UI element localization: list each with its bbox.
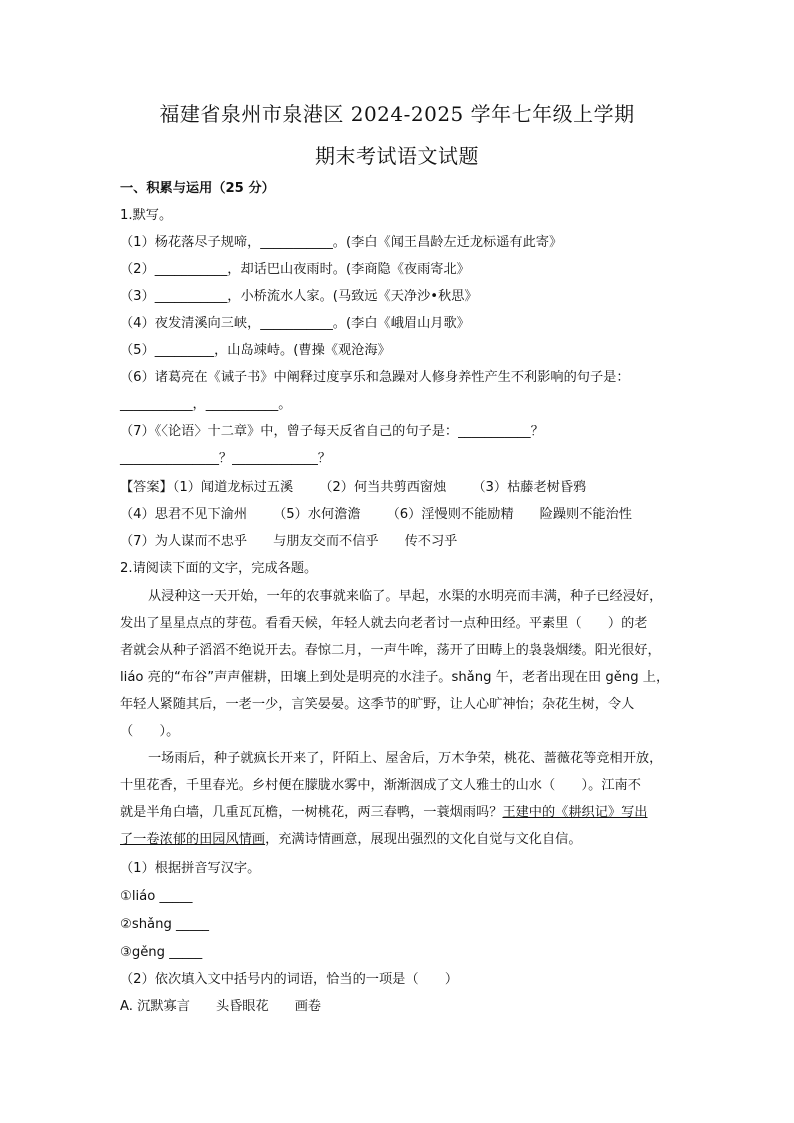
answer-text: （5）水何澹澹 [273,507,361,522]
document-title-line1: 福建省泉州市泉港区 2024-2025 学年七年级上学期 [159,102,635,126]
passage-p1-line6: （ ）。 [120,724,180,739]
passage-p1-line5: 年轻人紧随其后，一老一少，言笑晏晏。这季节的旷野，让人心旷神怡；杂花生树，令人 [120,697,635,712]
passage-p1-line3: 者就会从种子滔滔不绝说开去。春惊二月，一声牛哞，荡开了田畴上的袅袅烟缕。阳光很好， [120,643,661,658]
passage-p2-line3 [120,804,680,822]
option-text: 画卷 [294,999,322,1014]
option-text: A. 沉默寡言 [120,999,190,1014]
answer-row-3 [120,533,680,551]
answer-text: 【答案】（1）闻道龙标过五溪 [120,480,294,495]
answer-text: （4）思君不见下渝州 [120,507,248,522]
passage-p1-line4: liáo 亮的“布谷”声声催耕，田壤上到处是明亮的水洼子。shǎng 午，老者出现在田 gěng 上， [120,670,670,685]
underlined-text: 王建中的《耕织记》写出 [502,805,648,820]
q1-item-7-blanks: _______________？_____________？ [120,451,331,466]
pinyin-item-3: ③gěng _____ [120,945,203,960]
answer-text: （7）为人谋而不忠乎 [120,534,248,549]
section-heading: 一、积累与运用（25 分） [120,181,275,196]
answer-text: （6）淫慢则不能励精 [386,507,514,522]
passage-p1-line1: 从浸种这一天开始，一年的农事就来临了。早起，水渠的水明亮而丰满，种子已经浸好， [148,589,663,604]
answer-text: （3）枯藤老树昏鸦 [472,480,587,495]
passage-p2-line2: 十里花香，千里春光。乡村便在朦胧水雾中，渐渐洇成了文人雅士的山水（ ）。江南不 [120,778,641,793]
answer-text: （2）何当共剪西窗烛 [319,480,447,495]
subquestion-1-stem: （1）根据拼音写汉字。 [120,861,261,876]
question-1-stem: 1.默写。 [120,208,173,223]
passage-p2-line4 [120,831,680,849]
q1-item-6: （6）诸葛亮在《诫子书》中阐释过度享乐和急躁对人修身养性产生不利影响的句子是： [120,370,630,385]
pinyin-item-2: ②shǎng _____ [120,917,210,932]
document-title-line2: 期末考试语文试题 [315,144,479,168]
answer-text: 传不习乎 [404,534,458,549]
q1-item-3: （3）___________，小桥流水人家。(马致远《天净沙•秋思》 [120,289,478,304]
option-a [120,998,680,1016]
q1-item-1: （1）杨花落尽子规啼，___________。(李白《闻王昌龄左迁龙标遥有此寄》 [120,235,563,250]
q1-item-7: （7）《〈论语〉十二章》中，曾子每天反省自己的句子是：___________？ [120,424,544,439]
subquestion-2-stem: （2）依次填入文中括号内的词语，恰当的一项是（ ） [120,972,459,987]
q1-item-4: （4）夜发清溪向三峡，___________。(李白《峨眉山月歌》 [120,316,470,331]
passage-p1-line2: 发出了星星点点的芽苞。看看天候，年轻人就去向老者讨一点种田经。平素里（ ）的老 [120,616,648,631]
answer-row-1 [120,479,680,497]
passage-text: 就是半角白墙，几重瓦瓦檐，一树桃花，两三春鸭，一蓑烟雨吗？ [120,805,503,820]
q1-item-5: （5）_________，山岛竦峙。(曹操《观沧海》 [120,343,391,358]
answer-row-2 [120,506,680,524]
q1-item-6-blanks: ___________，___________。 [120,397,292,412]
q1-item-2: （2）___________，却话巴山夜雨时。(李商隐《夜雨寄北》 [120,262,470,277]
answer-text: 与朋友交而不信乎 [273,534,379,549]
option-text: 头昏眼花 [215,999,269,1014]
passage-p2-line1: 一场雨后，种子就疯长开来了，阡陌上、屋舍后，万木争荣，桃花、蔷薇花等竞相开放， [148,751,663,766]
passage-text: ，充满诗情画意，展现出强烈的文化自觉与文化自信。 [265,832,582,847]
answer-text: 险躁则不能治性 [539,507,632,522]
question-2-stem: 2.请阅读下面的文字，完成各题。 [120,561,318,576]
pinyin-item-1: ①liáo _____ [120,889,193,904]
underlined-text: 了一卷浓郁的田园风情画 [120,832,266,847]
